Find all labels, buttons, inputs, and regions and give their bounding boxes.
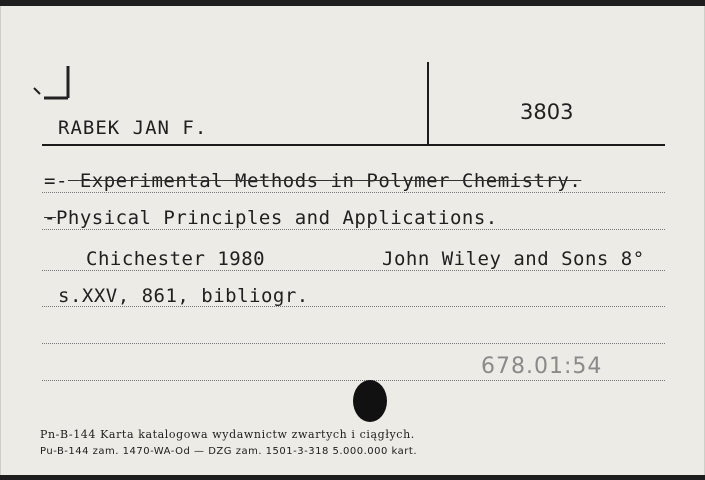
- card-top-edge: [0, 0, 705, 6]
- title-line-1-text: Experimental Methods in Polymer Chemistry.: [79, 170, 582, 192]
- title-line-2-text: Physical Principles and Applications.: [55, 207, 498, 229]
- footer-line-2: Pu-B-144 zam. 1470-WA-Od — DZG zam. 1501-3-318 5.000.000 kart.: [40, 446, 418, 457]
- author-heading: RABEK JAN F.: [58, 117, 208, 139]
- footer-line-1: Pn-B-144 Karta katalogowa wydawnictw zwartych i ciągłych.: [40, 428, 415, 441]
- title-prefix-mark-2: -: [44, 207, 56, 229]
- publisher-format: John Wiley and Sons 8°: [382, 248, 645, 270]
- place-year: Chichester 1980: [86, 248, 266, 270]
- pagination: s.XXV, 861, bibliogr.: [58, 285, 309, 307]
- guide-rule: [42, 192, 665, 193]
- title-line-2: [44, 207, 498, 229]
- header-horizontal-rule: [42, 144, 665, 146]
- header-vertical-rule: [427, 62, 429, 146]
- guide-rule: [42, 270, 665, 271]
- title-prefix-mark: =-: [44, 170, 68, 192]
- shelfmark: 678.01:54: [481, 354, 603, 379]
- guide-rule: [42, 380, 665, 381]
- punch-hole: [353, 380, 387, 422]
- title-line-1: [44, 170, 581, 192]
- call-number: 3803: [520, 100, 574, 124]
- guide-rule: [42, 229, 665, 230]
- guide-rule: [42, 343, 665, 344]
- card-bottom-edge: [0, 475, 705, 480]
- corner-bracket-mark: [30, 62, 78, 102]
